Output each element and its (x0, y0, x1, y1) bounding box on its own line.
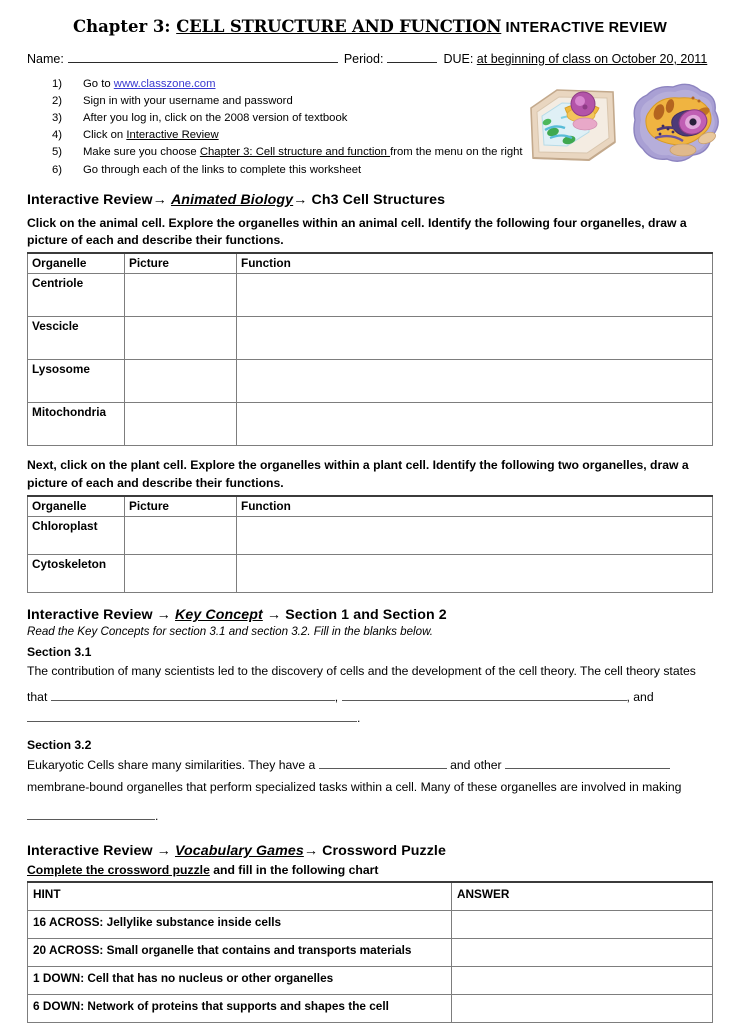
animal-organelle-table (27, 252, 713, 446)
list-item (52, 110, 713, 127)
page-title (27, 17, 713, 36)
table-row (28, 403, 713, 446)
step-text-tail: from the menu on the right (390, 146, 523, 159)
step-number: 3) (52, 112, 63, 125)
table-row (28, 274, 713, 317)
blank-field-2[interactable] (342, 688, 627, 701)
section-3-2-text-c: membrane-bound organelles that perform specialized tasks within a cell. Many of these organelles are involved in making (27, 779, 682, 794)
subheading-section-3-2: Section 3.2 (27, 737, 92, 752)
blank-field-4[interactable] (319, 756, 447, 769)
blank-field-3[interactable] (27, 709, 357, 722)
list-item (52, 76, 713, 93)
section-heading-animated-biology (27, 192, 713, 208)
due-label: DUE: (443, 52, 474, 66)
list-item (52, 144, 713, 161)
section-heading-vocabulary-games (27, 843, 713, 859)
heading-emphasis: Key Concept (175, 607, 263, 623)
section-3-1-blank-line-2 (27, 709, 713, 729)
function-cell[interactable] (237, 274, 713, 317)
section-3-2-blank-line-2 (27, 807, 713, 827)
step-number: 2) (52, 94, 63, 107)
arrow-icon: → (156, 842, 175, 859)
organelle-name: Centriole (28, 274, 125, 317)
arrow-icon: → (262, 607, 286, 623)
due-value: at beginning of class on October 20, 2011 (476, 52, 708, 66)
period-input-blank[interactable] (387, 50, 437, 63)
that-label: that (27, 689, 51, 704)
table-row (28, 317, 713, 360)
heading-suffix: Section 1 and Section 2 (285, 607, 447, 623)
col-header-organelle: Organelle (28, 253, 125, 274)
picture-cell[interactable] (125, 403, 237, 446)
subheading-section-3-1: Section 3.1 (27, 645, 92, 659)
classzone-link[interactable]: www.classzone.com (113, 77, 216, 90)
period-mark: . (357, 711, 361, 726)
step-text: Click on (83, 129, 127, 142)
col-header-function: Function (237, 496, 713, 517)
step-number: 1) (52, 77, 63, 90)
and-label: , and (626, 689, 654, 704)
function-cell[interactable] (237, 360, 713, 403)
heading-emphasis: Animated Biology (170, 191, 294, 208)
organelle-name: Chloroplast (28, 517, 125, 555)
step-text: Go through each of the links to complete this worksheet (83, 163, 362, 176)
answer-cell[interactable] (452, 910, 713, 938)
list-item (52, 93, 713, 110)
section-3-2-text-a: Eukaryotic Cells share many similarities. They have a (27, 757, 319, 772)
blank-field-5[interactable] (505, 756, 670, 769)
list-item (52, 127, 713, 144)
col-header-answer: ANSWER (452, 882, 713, 911)
name-label: Name: (27, 52, 64, 66)
heading-prefix: Interactive Review (27, 607, 157, 623)
crossword-answer-table (27, 881, 713, 1023)
table-row (28, 994, 713, 1022)
section-3-1-text: The contribution of many scientists led to the discovery of cells and the development of the cell theory. The cell theory states (27, 664, 696, 678)
table-row (28, 517, 713, 555)
plant-cell-instructions: Next, click on the plant cell. Explore the organelles within a plant cell. Identify the following two organelles, draw a picture of each and describe their functions. (27, 458, 689, 490)
col-header-picture: Picture (125, 253, 237, 274)
title-chapter: Chapter 3: (72, 17, 177, 36)
picture-cell[interactable] (125, 555, 237, 593)
crossword-instruction-rest: and fill in the following chart (209, 862, 379, 877)
step-text: Go to (83, 77, 114, 90)
step-number: 5) (52, 146, 63, 159)
picture-cell[interactable] (125, 517, 237, 555)
function-cell[interactable] (237, 403, 713, 446)
step-text: Make sure you choose (83, 146, 200, 159)
chapter-menu-emphasis: Chapter 3: Cell structure and function (199, 146, 391, 159)
organelle-name: Cytoskeleton (28, 555, 125, 593)
picture-cell[interactable] (125, 317, 237, 360)
table-header-row (28, 496, 713, 517)
list-item (52, 162, 713, 179)
title-caps: CELL STRUCTURE AND FUNCTION (176, 17, 502, 36)
section-3-2-text-b: and other (446, 757, 505, 772)
table-row (28, 360, 713, 403)
arrow-icon: → (293, 191, 312, 208)
hint-text: 6 DOWN: Network of proteins that supports and shapes the cell (28, 994, 452, 1022)
crossword-instruction-emphasis: Complete the crossword puzzle (27, 862, 210, 877)
heading-emphasis: Vocabulary Games (175, 842, 304, 859)
organelle-name: Lysosome (28, 360, 125, 403)
arrow-icon: → (152, 191, 171, 208)
heading-prefix: Interactive Review (27, 842, 157, 859)
col-header-hint: HINT (28, 882, 452, 911)
blank-field-1[interactable] (51, 688, 335, 701)
heading-suffix: Ch3 Cell Structures (311, 191, 446, 208)
answer-cell[interactable] (452, 994, 713, 1022)
section-3-1-blanks (27, 686, 713, 710)
hint-text: 16 ACROSS: Jellylike substance inside cells (28, 910, 452, 938)
table-header-row (28, 253, 713, 274)
arrow-icon: → (156, 607, 175, 623)
arrow-icon: → (303, 842, 323, 859)
heading-suffix: Crossword Puzzle (322, 842, 446, 859)
answer-cell[interactable] (452, 966, 713, 994)
animal-cell-instructions: Click on the animal cell. Explore the organelles within an animal cell. Identify the following four organelles, draw a picture of each and describe their functions. (27, 215, 687, 248)
instruction-steps-list (27, 76, 713, 179)
hint-text: 1 DOWN: Cell that has no nucleus or other organelles (28, 966, 452, 994)
organelle-name: Vescicle (28, 317, 125, 360)
section-heading-key-concept (27, 607, 713, 623)
hint-text: 20 ACROSS: Small organelle that contains and transports materials (28, 938, 452, 966)
col-header-organelle: Organelle (28, 496, 125, 517)
answer-cell[interactable] (452, 938, 713, 966)
col-header-function: Function (237, 253, 713, 274)
col-header-picture: Picture (125, 496, 237, 517)
name-input-blank[interactable] (68, 50, 338, 63)
picture-cell[interactable] (125, 360, 237, 403)
name-period-due-line (27, 50, 713, 67)
step-text: After you log in, click on the 2008 version of textbook (83, 112, 348, 125)
plant-organelle-table (27, 495, 713, 593)
table-row (28, 910, 713, 938)
crossword-instruction (27, 862, 713, 879)
step-number: 6) (52, 163, 63, 176)
comma-separator: , (334, 689, 342, 704)
picture-cell[interactable] (125, 274, 237, 317)
function-cell[interactable] (237, 555, 713, 593)
blank-field-6[interactable] (27, 807, 155, 820)
period-label: Period: (343, 52, 384, 66)
table-row (28, 938, 713, 966)
table-header-row (28, 882, 713, 911)
key-concept-note: Read the Key Concepts for section 3.1 and section 3.2. Fill in the blanks below. (27, 625, 434, 638)
organelle-name: Mitochondria (28, 403, 125, 446)
table-row (28, 966, 713, 994)
table-row (28, 555, 713, 593)
function-cell[interactable] (237, 317, 713, 360)
step-text: Sign in with your username and password (83, 94, 293, 107)
period-mark: . (155, 809, 159, 824)
function-cell[interactable] (237, 517, 713, 555)
interactive-review-emphasis: Interactive Review (126, 129, 219, 142)
heading-prefix: Interactive Review (27, 191, 153, 208)
title-suffix: INTERACTIVE REVIEW (501, 20, 668, 36)
section-3-2-blanks (27, 754, 713, 778)
step-number: 4) (52, 129, 63, 142)
